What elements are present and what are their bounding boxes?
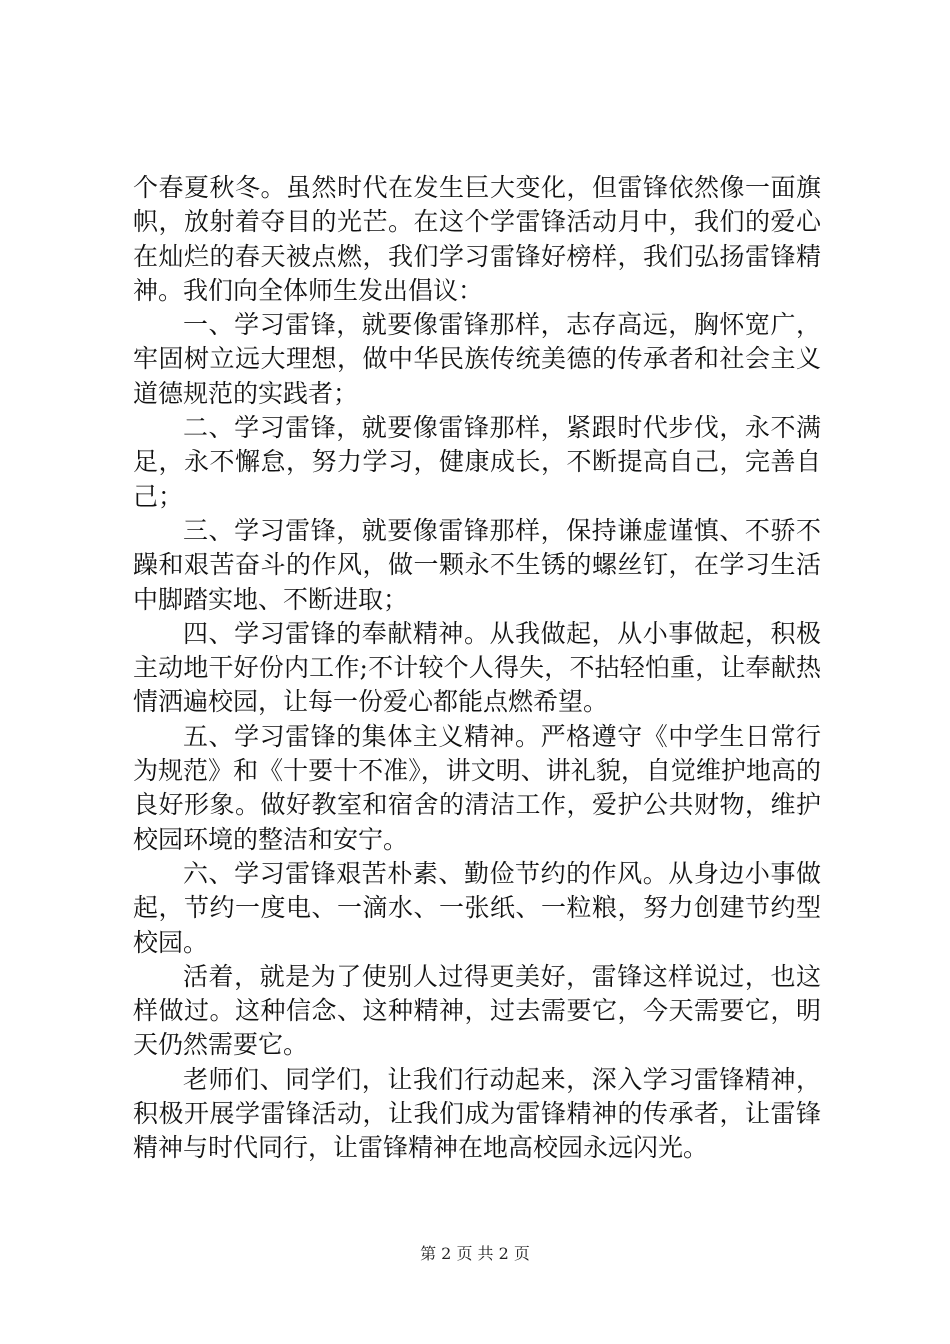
paragraph-proposal-2: 二、学习雷锋，就要像雷锋那样，紧跟时代步伐，永不满足，永不懈怠，努力学习，健康成长，不断提高自己，完善自己； xyxy=(133,413,821,511)
paragraph-opening: 个春夏秋冬。虽然时代在发生巨大变化，但雷锋依然像一面旗帜，放射着夺目的光芒。在这个学雷锋活动月中，我们的爱心在灿烂的春天被点燃，我们学习雷锋好榜样，我们弘扬雷锋精神。我们向全体师生发出倡议： xyxy=(133,173,821,305)
paragraph-proposal-4: 四、学习雷锋的奉献精神。从我做起，从小事做起，积极主动地干好份内工作;不计较个人得失，不拈轻怕重，让奉献热情洒遍校园，让每一份爱心都能点燃希望。 xyxy=(133,618,821,717)
page-footer: 第 2 页 共 2 页 xyxy=(420,1244,530,1263)
paragraph-proposal-1: 一、学习雷锋，就要像雷锋那样，志存高远，胸怀宽广，牢固树立远大理想，做中华民族传统美德的传承者和社会主义道德规范的实践者； xyxy=(133,310,821,408)
document-body xyxy=(133,171,821,1166)
paragraph-proposal-3: 三、学习雷锋，就要像雷锋那样，保持谦虚谨慎、不骄不躁和艰苦奋斗的作风，做一颗永不生锈的螺丝钉，在学习生活中脚踏实地、不断进取； xyxy=(133,515,821,614)
paragraph-quote: 活着，就是为了使别人过得更美好，雷锋这样说过，也这样做过。这种信念、这种精神，过去需要它，今天需要它，明天仍然需要它。 xyxy=(133,961,821,1060)
paragraph-proposal-5: 五、学习雷锋的集体主义精神。严格遵守《中学生日常行为规范》和《十要十不准》，讲文明、讲礼貌，自觉维护地高的良好形象。做好教室和宿舍的清洁工作，爱护公共财物，维护校园环境的整洁和安宁。 xyxy=(133,721,821,854)
paragraph-proposal-6: 六、学习雷锋艰苦朴素、勤俭节约的作风。从身边小事做起，节约一度电、一滴水、一张纸、一粒粮，努力创建节约型校园。 xyxy=(133,858,821,957)
paragraph-closing: 老师们、同学们，让我们行动起来，深入学习雷锋精神，积极开展学雷锋活动，让我们成为雷锋精神的传承者，让雷锋精神与时代同行，让雷锋精神在地高校园永远闪光。 xyxy=(133,1064,821,1163)
